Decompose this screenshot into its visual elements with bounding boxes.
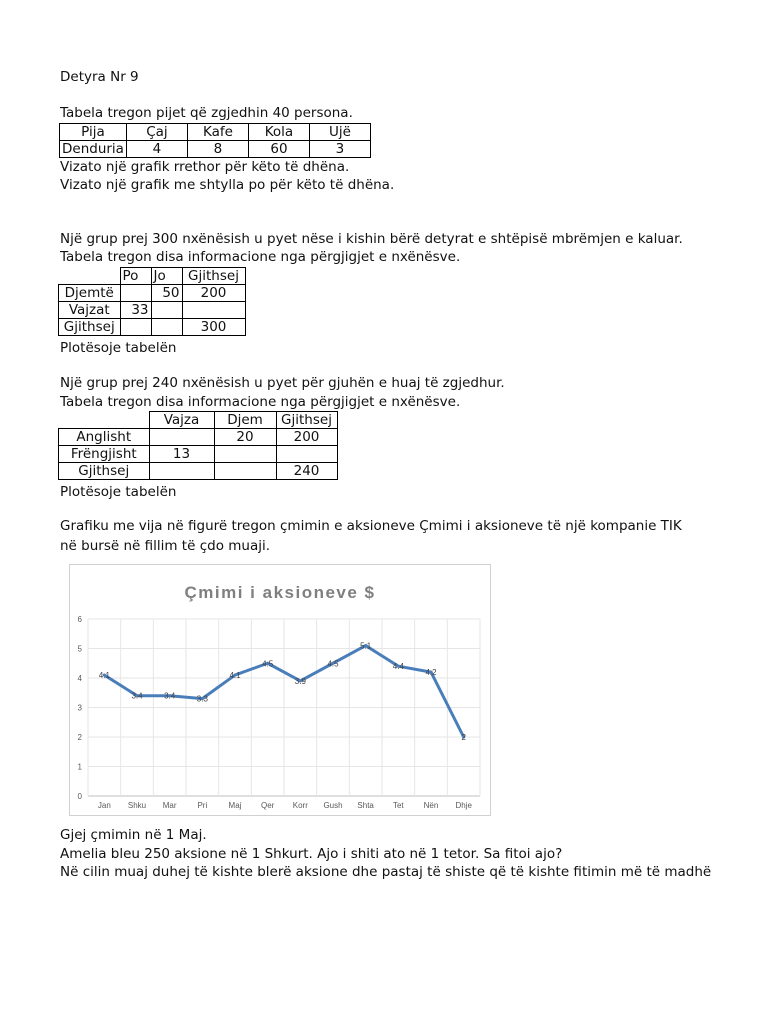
chart-title: Çmimi i aksioneve $ — [184, 583, 376, 602]
table-cell: 33 — [120, 302, 151, 319]
table-row — [59, 302, 246, 319]
data-label: 3.4 — [131, 691, 143, 701]
table-row — [59, 463, 338, 480]
task2-line1: Një grup prej 300 nxënësish u pyet nëse i kishin bërë detyrat e shtëpisë mbrëmjen e kaluar. — [60, 231, 683, 247]
y-tick-label: 2 — [77, 733, 82, 742]
data-label: 3.4 — [164, 691, 176, 701]
table-cell — [151, 319, 182, 336]
table-cell: 200 — [276, 429, 337, 446]
data-label: 5.1 — [360, 641, 372, 651]
drinks-table-row — [60, 141, 371, 158]
drinks-table-header — [60, 124, 371, 141]
x-tick-label: Dhje — [455, 801, 472, 810]
table-cell: Pija — [60, 124, 127, 141]
table-row — [59, 429, 338, 446]
task1-line1: Vizato një grafik rrethor për këto të dhëna. — [60, 159, 350, 175]
table-cell: Gjithsej — [182, 268, 245, 285]
task1-intro: Tabela tregon pijet që zgjedhin 40 persona. — [60, 105, 353, 121]
data-label: 4.2 — [425, 668, 437, 678]
table-cell: Jo — [151, 268, 182, 285]
table-cell: 300 — [182, 319, 245, 336]
table-cell: Denduria — [60, 141, 127, 158]
stock-price-chart — [69, 564, 491, 816]
chart-svg — [70, 565, 490, 815]
table-cell — [276, 446, 337, 463]
x-tick-label: Gush — [323, 801, 343, 810]
y-tick-label: 0 — [77, 792, 82, 801]
table-cell — [59, 412, 150, 429]
x-tick-label: Mar — [162, 801, 177, 810]
table-cell — [59, 268, 121, 285]
data-label: 4.5 — [262, 659, 274, 669]
x-tick-label: Shku — [127, 801, 147, 810]
drinks-table — [59, 123, 371, 158]
table-cell: Kafe — [187, 124, 248, 141]
table-cell: Djemtë — [59, 285, 121, 302]
table-cell: Gjithsej — [59, 319, 121, 336]
table-cell — [149, 463, 214, 480]
table-cell: Anglisht — [59, 429, 150, 446]
table-cell: Vajzat — [59, 302, 121, 319]
task3-footer: Plotësoje tabelën — [60, 484, 177, 500]
data-label: 4.1 — [229, 671, 241, 681]
table-cell: 20 — [214, 429, 276, 446]
x-tick-label: Shta — [357, 801, 374, 810]
task2-footer: Plotësoje tabelën — [60, 340, 177, 356]
table-cell: 13 — [149, 446, 214, 463]
x-tick-label: Nën — [423, 801, 439, 810]
x-tick-label: Pri — [197, 801, 208, 810]
table-cell: 60 — [248, 141, 309, 158]
table-row — [59, 285, 246, 302]
language-table-header — [59, 412, 338, 429]
y-tick-label: 6 — [77, 615, 82, 624]
table-cell: 4 — [126, 141, 187, 158]
table-cell: Kola — [248, 124, 309, 141]
y-tick-label: 1 — [77, 762, 82, 772]
table-cell: Gjithsej — [276, 412, 337, 429]
question-3: Në cilin muaj duhej të kishte blerë aksione dhe pastaj të shiste që të kishte fitimin më të madhë — [60, 864, 712, 880]
homework-table — [58, 267, 246, 336]
table-cell — [214, 463, 276, 480]
table-cell: Vajza — [149, 412, 214, 429]
table-cell — [120, 285, 151, 302]
homework-table-header — [59, 268, 246, 285]
question-2: Amelia bleu 250 aksione në 1 Shkurt. Ajo i shiti ato në 1 tetor. Sa fitoi ajo? — [60, 846, 563, 862]
table-cell — [151, 302, 182, 319]
data-label: 4.4 — [392, 662, 404, 672]
task4-line2: në bursë në fillim të çdo muaji. — [60, 538, 271, 554]
table-cell: Ujë — [309, 124, 370, 141]
y-tick-label: 5 — [77, 644, 82, 654]
table-cell: Gjithsej — [59, 463, 150, 480]
x-tick-label: Korr — [292, 801, 308, 810]
table-cell — [149, 429, 214, 446]
table-cell: 8 — [187, 141, 248, 158]
data-label: 3.9 — [294, 676, 306, 686]
y-tick-label: 4 — [77, 674, 82, 683]
data-label: 3.3 — [196, 694, 208, 704]
table-cell: Çaj — [126, 124, 187, 141]
table-cell: Djem — [214, 412, 276, 429]
table-row — [59, 446, 338, 463]
task2-line2: Tabela tregon disa informacione nga përgjigjet e nxënësve. — [60, 249, 461, 265]
table-row — [59, 319, 246, 336]
task3-line2: Tabela tregon disa informacione nga përgjigjet e nxënësve. — [60, 394, 461, 410]
table-cell — [182, 302, 245, 319]
question-1: Gjej çmimin në 1 Maj. — [60, 827, 207, 843]
task4-line1: Grafiku me vija në figurë tregon çmimin e aksioneve Çmimi i aksioneve të një kompanie TIK — [60, 518, 682, 534]
table-cell — [214, 446, 276, 463]
x-tick-label: Qer — [260, 801, 275, 810]
table-cell — [120, 319, 151, 336]
task1-line2: Vizato një grafik me shtylla po për këto të dhëna. — [60, 177, 395, 193]
table-cell: Frëngjisht — [59, 446, 150, 463]
table-cell: 200 — [182, 285, 245, 302]
table-cell: 3 — [309, 141, 370, 158]
heading: Detyra Nr 9 — [60, 69, 139, 85]
table-cell: 240 — [276, 463, 337, 480]
x-tick-label: Maj — [228, 801, 242, 810]
table-cell: Po — [120, 268, 151, 285]
task3-line1: Një grup prej 240 nxënësish u pyet për gjuhën e huaj të zgjedhur. — [60, 375, 505, 391]
x-tick-label: Jan — [97, 801, 111, 810]
x-tick-label: Tet — [392, 801, 404, 810]
y-tick-label: 3 — [77, 703, 82, 713]
data-label: 4.1 — [98, 671, 110, 681]
language-table — [58, 411, 338, 480]
data-label: 2 — [461, 733, 466, 742]
table-cell: 50 — [151, 285, 182, 302]
data-label: 4.5 — [327, 659, 339, 669]
